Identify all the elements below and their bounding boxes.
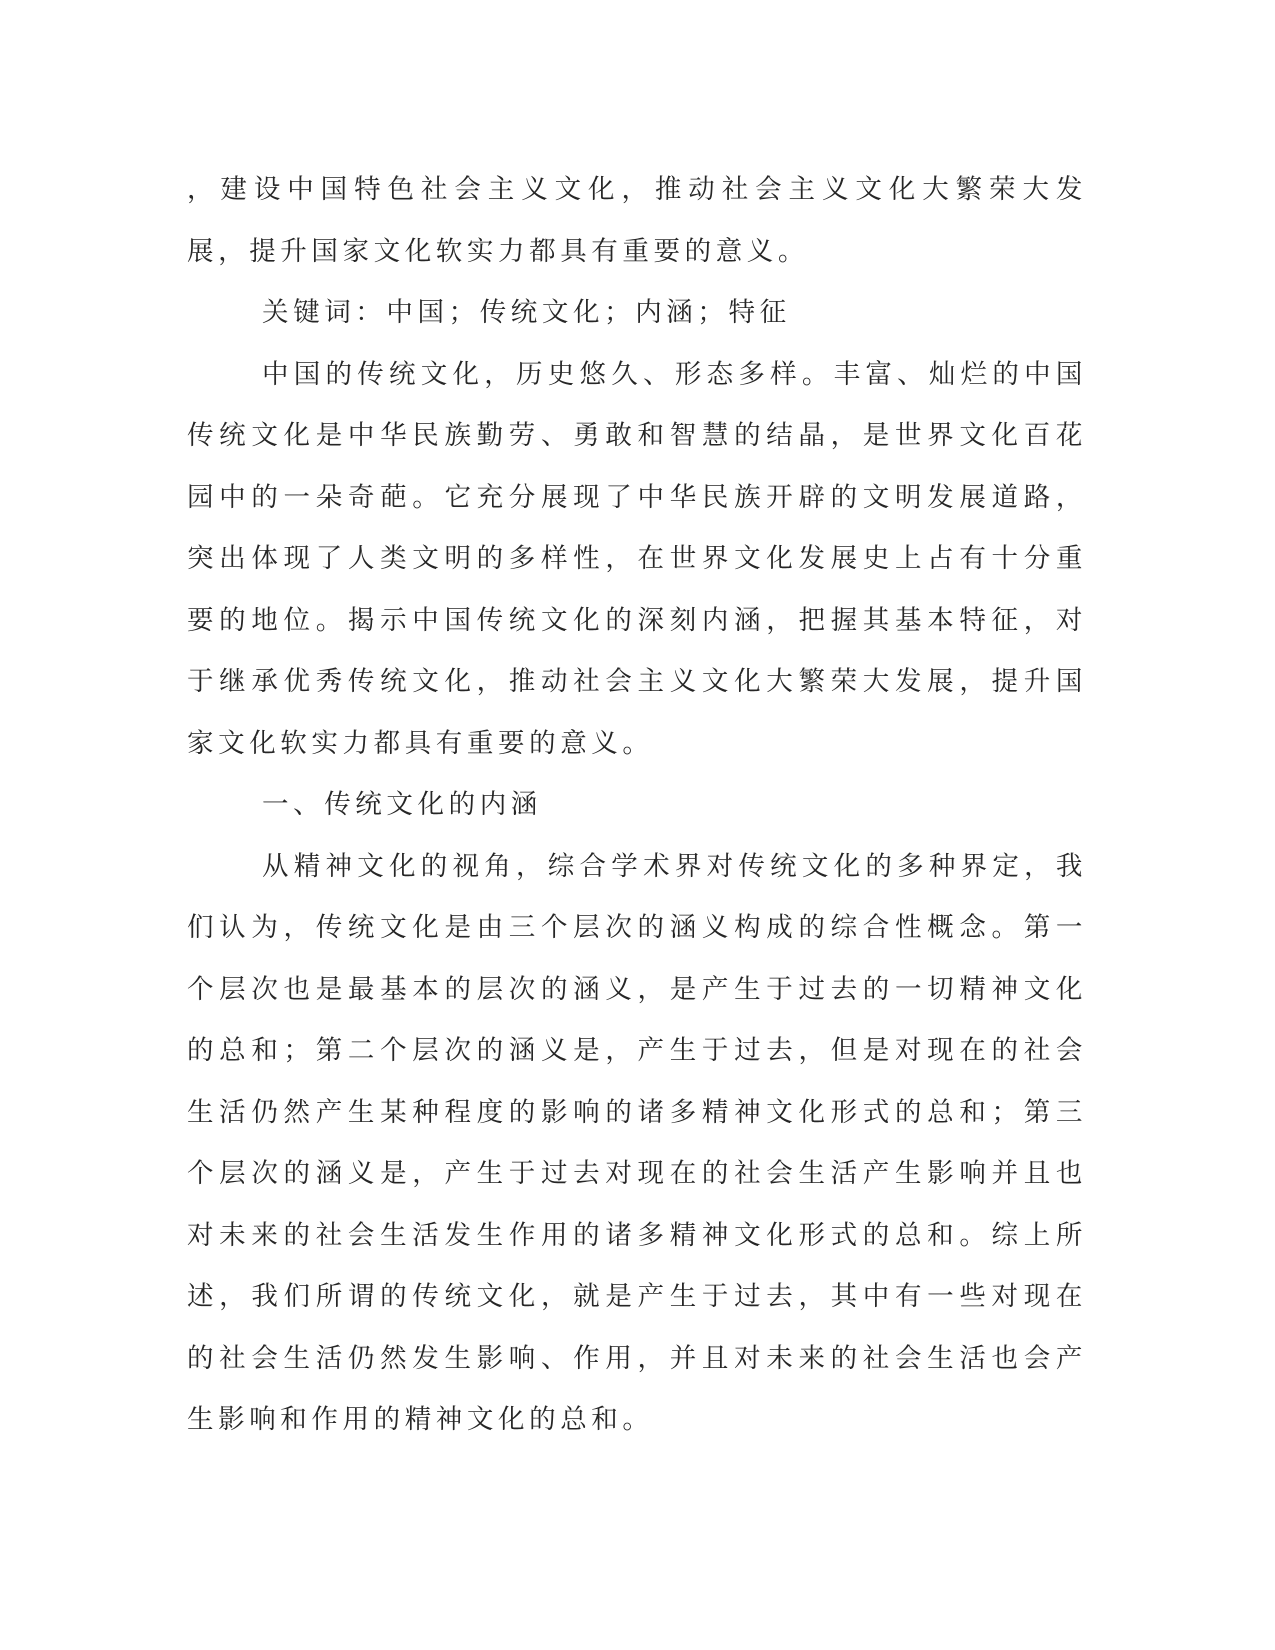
keywords-line: 关键词：中国；传统文化；内涵；特征 [262, 297, 791, 328]
paragraph-body-1: 中国的传统文化，历史悠久、形态多样。丰富、灿烂的中国传统文化是中华民族勤劳、勇敢和智慧的结晶，是世界文化百花园中的一朵奇葩。它充分展现了中华民族开辟的文明发展道路，突出体现了人类文明的多样性，在世界文化发展史上占有十分重要的地位。揭示中国传统文化的深刻内涵，把握其基本特征，对于继承优秀传统文化，推动社会主义文化大繁荣大发展，提升国家文化软实力都具有重要的意义。 [187, 358, 1087, 759]
paragraph-body-2: 从精神文化的视角，综合学术界对传统文化的多种界定，我们认为，传统文化是由三个层次的涵义构成的综合性概念。第一个层次也是最基本的层次的涵义，是产生于过去的一切精神文化的总和；第二个层次的涵义是，产生于过去，但是对现在的社会生活仍然产生某种程度的影响的诸多精神文化形式的总和；第三个层次的涵义是，产生于过去对现在的社会生活产生影响并且也对未来的社会生活发生作用的诸多精神文化形式的总和。综上所述，我们所谓的传统文化，就是产生于过去，其中有一些对现在的社会生活仍然发生影响、作用，并且对未来的社会生活也会产生影响和作用的精神文化的总和。 [187, 850, 1087, 1435]
paragraph-intro-continuation: ，建设中国特色社会主义文化，推动社会主义文化大繁荣大发展，提升国家文化软实力都具有重要的意义。 [187, 174, 1087, 267]
document-body [187, 159, 1087, 1451]
section-heading: 一、传统文化的内涵 [262, 789, 542, 820]
